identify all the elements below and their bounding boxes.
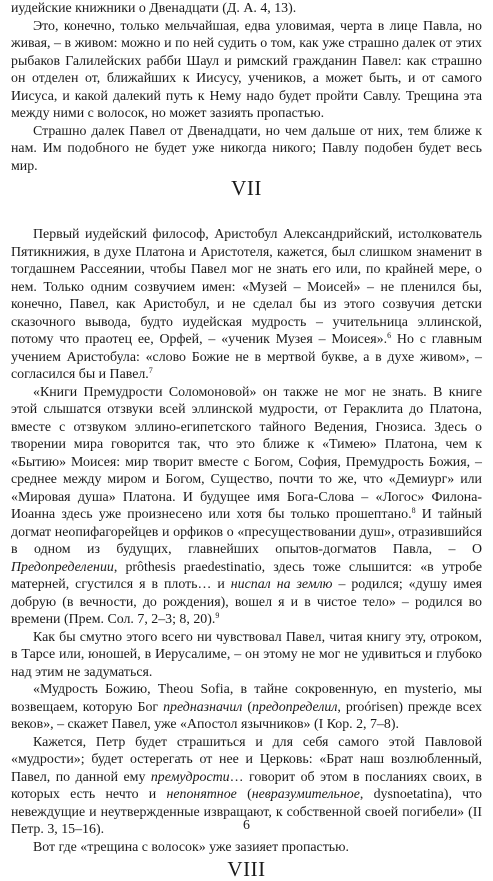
text-run: «Книги Премудрости Соломоновой» он также не мог не знать. В книге этой слышатся отзвуки всей эллинской мудрости, от Гераклита до Платона, вместе с отзвуком эллино-египетского тайного Ведения, Гнозиса. Здесь о творении мира говорится так, что это ближе к «Тимею» Платона, чем к «Бытию» Моисея: мир творит вместе с Богом, София, Премудрость Божия, – среднее между миром и Богом, Существо, почти то же, что «Демиург» или «Мировая душа» Платона. И будущее имя Бога-Слова – «Логос» Филона-Иоанна здесь уже произнесено или хотя бы только прошептано. — [11, 384, 482, 522]
paragraph — [11, 226, 482, 384]
italic-term: Предопределении — [11, 559, 114, 575]
text-run: «Мудрость Божию, Theou Sofia, в тайне сокровенную, en mysterio, мы возвещаем, которую Бог — [11, 682, 482, 715]
text-run: Кажется, Петр будет страшиться и для себя самого этой Павловой «мудрости»; будет остерегать от нее и Церковь: «Брат наш возлюбленный, Павел, по данной ему — [11, 734, 482, 785]
text-run: – родился; «душу имея добрую (в вечности, до рождения), вошел я и в чистое тело» – родился во времени (Прем. Сол. 7, 2–3; 8, 20). — [11, 577, 483, 627]
paragraph-continued: иудейские книжники о Двенадцати (Д. А. 4, 13). — [11, 1, 297, 16]
footnote-ref: 8 — [411, 506, 416, 515]
text-run: ( — [236, 787, 252, 802]
paragraph — [11, 384, 482, 629]
paragraph: Страшно далек Павел от Двенадцати, но чем дальше от них, тем ближе к нам. Им подобного не будет уже никогда никого; Павлу подобен будет весь мир. — [11, 123, 482, 174]
text-run: , dysnoetatina), что невеждущие и неутвержденные извращают, к собственной своей погибели» (II Петр. 3, 15–16). — [11, 787, 482, 837]
italic-term: предназначил — [163, 699, 243, 715]
text-run: И тайный догмат неопифагорейцев и орфиков о «пресуществовании душ», отразившийся в одном из будущих, главнейших опытов-догматов Павла, – О — [11, 507, 482, 557]
paragraph: Как бы смутно этого всего ни чувствовал Павел, читая книгу эту, отроком, в Тарсе или, юношей, в Иерусалиме, – он этому не мог не удивиться и глубоко над этим не задуматься. — [11, 629, 482, 680]
paragraph — [11, 681, 482, 734]
italic-term: предопределил — [251, 699, 338, 715]
text-run: , prôthesis praedestinatio, здесь тоже слышится: «в утробе матерней, сгустился я в плоть… и — [11, 559, 482, 592]
italic-term: премудрости — [150, 769, 230, 785]
text-run: , proórisen) прежде всех веков», – скажет Павел, уже «Апостол язычников» (I Кор. 2, 7–8). — [11, 699, 482, 732]
footnote-ref: 6 — [387, 331, 392, 340]
italic-term: ниспал на землю — [230, 577, 333, 592]
text-run: ( — [242, 699, 252, 715]
section-heading: VIII — [227, 857, 266, 881]
paragraph: Это, конечно, только мельчайшая, едва уловимая, черта в лице Павла, но живая, – в живом: можно и по ней судить о том, как уже страшно далек от этих рыбаков Галилейских рабби Шаул и римский гражданин Павел: как страшно он отделен от, ближайших к Иисусу, учеников, а может быть, и от самого Иисуса, и какой далекий путь к Нему надо будет пройти Савлу. Трещина эта между ними с волосок, но может зазиять пропастью. — [11, 18, 482, 121]
footnote-ref: 9 — [215, 611, 220, 620]
footnote-ref: 7 — [148, 366, 153, 375]
page-number: 6 — [243, 817, 250, 833]
italic-term: непонятное — [166, 787, 237, 802]
text-run: Но с главным учением Аристобула: «слово Божие не в мертвой букве, а в духе живом», – согласился бы и Павел. — [11, 332, 482, 382]
section-heading: VII — [231, 176, 262, 200]
text-run: … говорит об этом в посланиях своих, в которых есть нечто и — [11, 769, 482, 802]
paragraph: Вот где «трещина с волосок» уже зазияет пропастью. — [33, 839, 349, 855]
italic-term: невразумительное — [251, 787, 360, 802]
text-run: Первый иудейский философ, Аристобул Александрийский, истолкователь Пятикнижия, в духе Платона и Аристотеля, кажется, был слишком знаменит в тогдашнем Рассеянии, чтобы Павел мог не знать его или, по крайней мере, о нем. Только одним созвучием имен: «Музей – Моисей» – не пленился бы, конечно, Павел, как Аристобул, и не сделал бы из этого созвучия детски сказочного вывода, будто иудейская мудрость – учительница эллинской, потому что праотец ее, Орфей, – «ученик Музея – Моисея». — [11, 227, 482, 347]
